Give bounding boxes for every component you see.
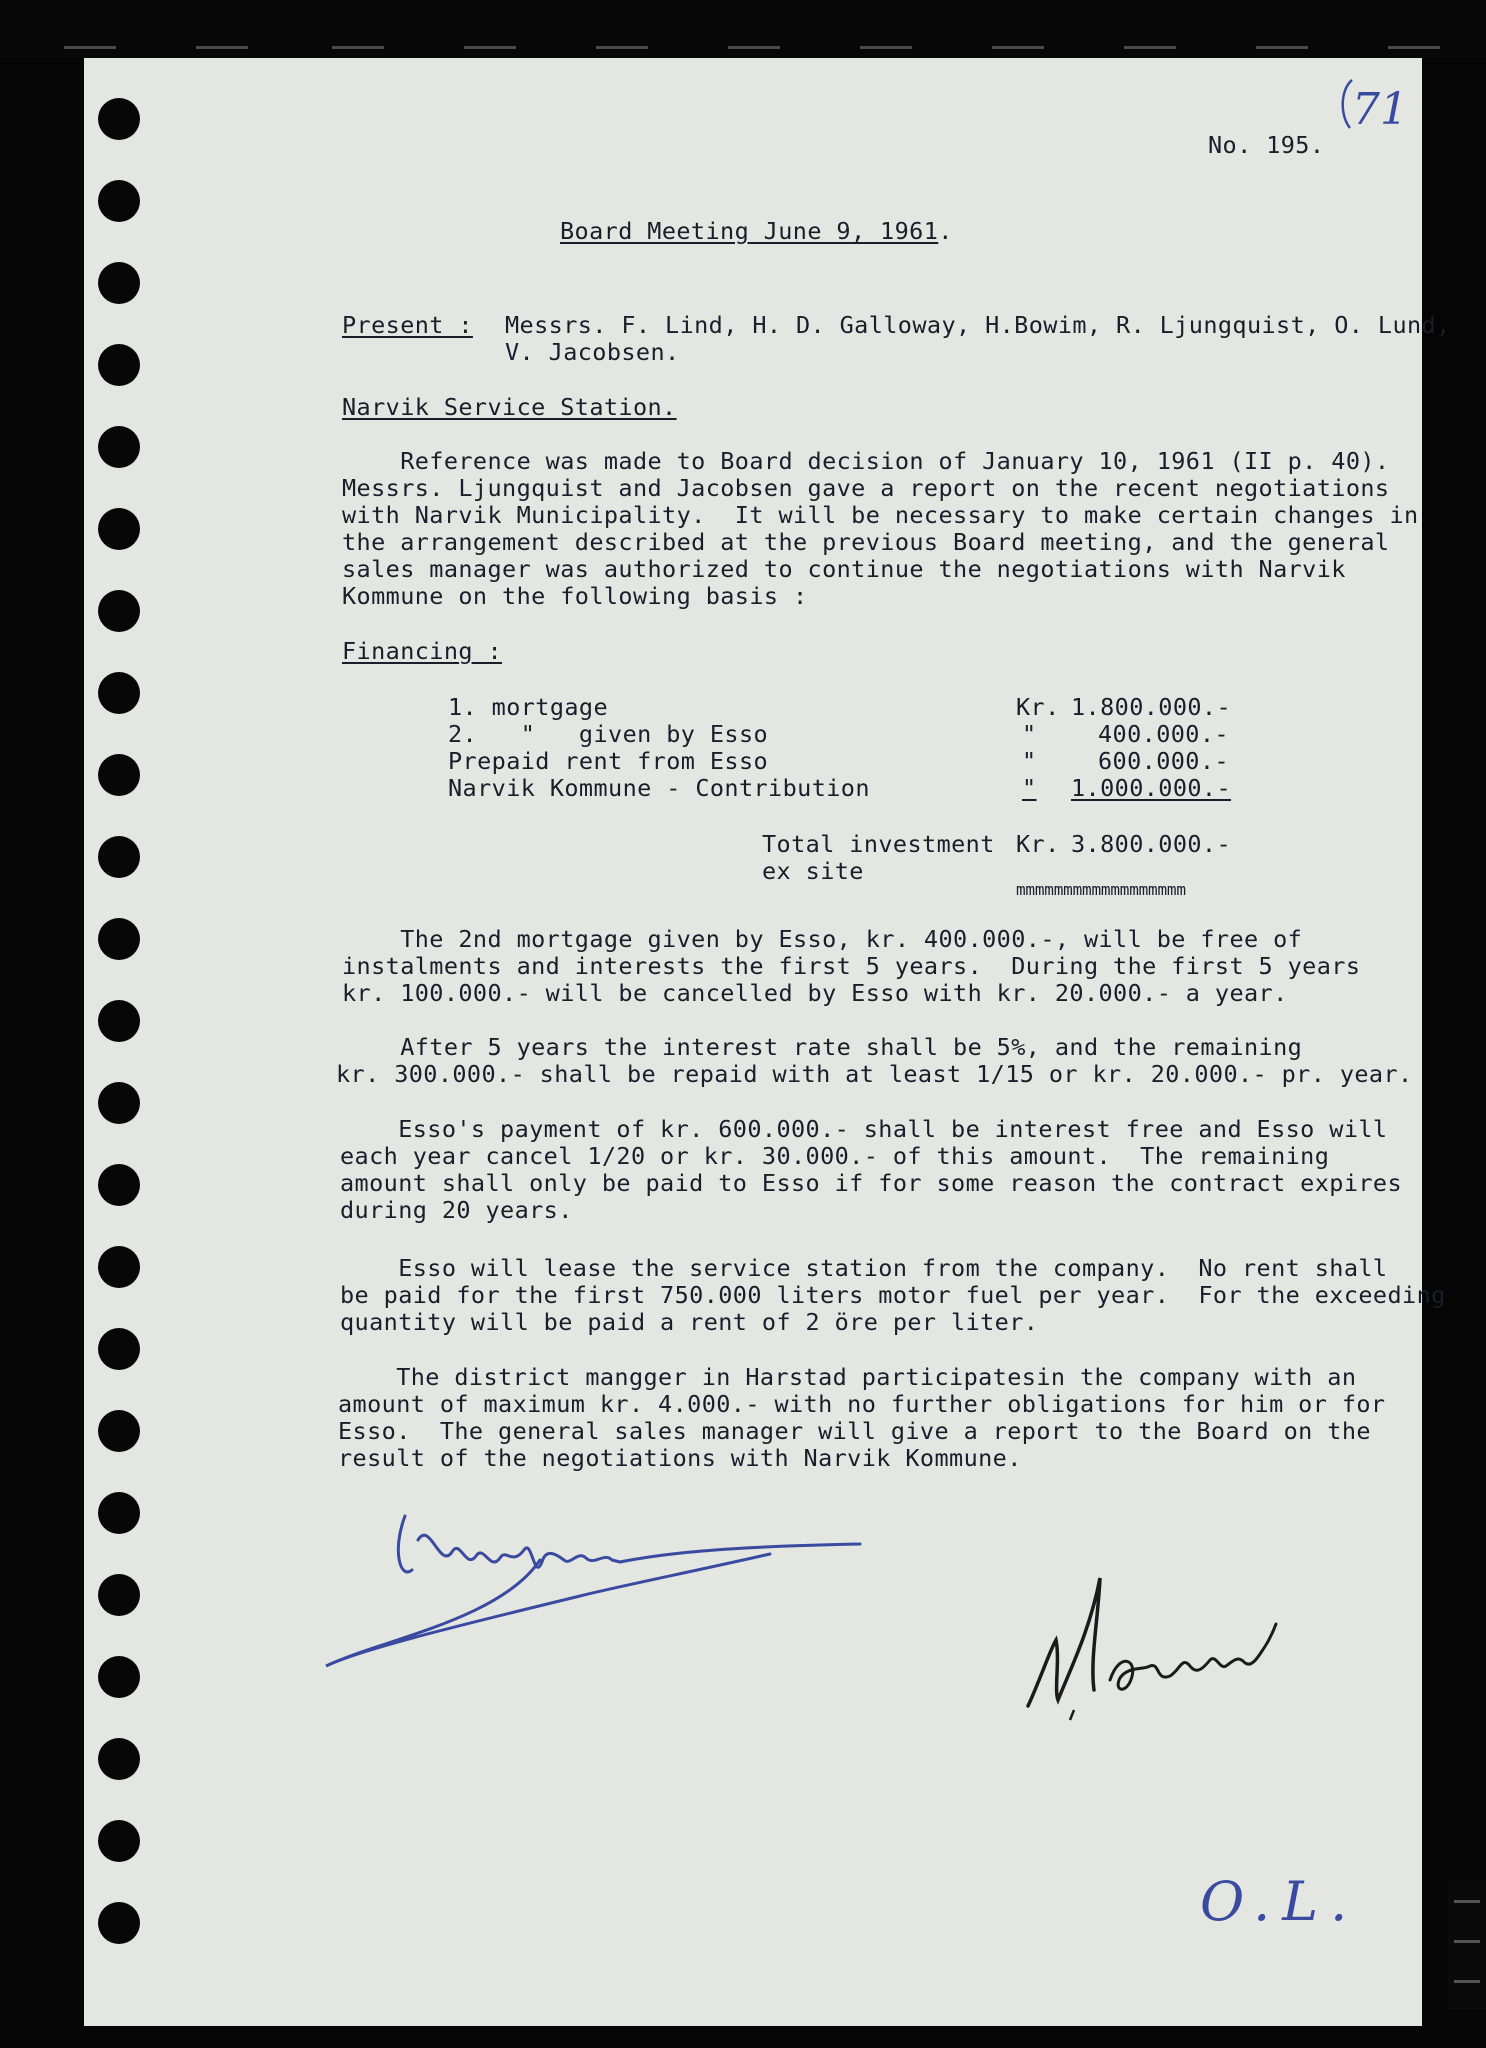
binder-hole	[98, 1000, 140, 1042]
paragraph-line: amount of maximum kr. 4.000.- with no further obligations for him or for	[338, 1390, 1386, 1418]
strip-mark	[64, 46, 116, 49]
binder-hole	[98, 1574, 140, 1616]
paragraph-line: Esso. The general sales manager will give a report to the Board on the	[338, 1417, 1371, 1445]
total-currency: Kr.	[1016, 830, 1060, 858]
paragraph-line: during 20 years.	[340, 1196, 573, 1224]
binder-hole	[98, 1410, 140, 1452]
binder-hole	[98, 1738, 140, 1780]
total-double-rule: mmmmmmmmmmmmmmmmmm	[1016, 880, 1186, 899]
strip-mark	[464, 46, 516, 49]
binder-hole	[98, 1656, 140, 1698]
present-line-1: Messrs. F. Lind, H. D. Galloway, H.Bowim, R. Ljungquist, O. Lund,	[505, 311, 1451, 339]
binder-hole	[98, 590, 140, 632]
paragraph-line: quantity will be paid a rent of 2 öre per liter.	[340, 1308, 1039, 1336]
binder-hole	[98, 1246, 140, 1288]
financing-heading: Financing :	[342, 637, 503, 665]
signature-ljungquist	[320, 1500, 880, 1690]
financing-row-label: 1. mortgage	[448, 693, 609, 721]
strip-mark	[860, 46, 912, 49]
page-title-text: Board Meeting June 9, 1961	[560, 217, 939, 245]
strip-mark	[992, 46, 1044, 49]
paragraph-line: Esso's payment of kr. 600.000.- shall be interest free and Esso will	[340, 1115, 1388, 1143]
paragraph-line: kr. 300.000.- shall be repaid with at least 1/15 or kr. 20.000.- pr. year.	[336, 1060, 1413, 1088]
paragraph-line: instalments and interests the first 5 years. During the first 5 years	[342, 952, 1361, 980]
financing-row-amount: 1.800.000.-	[1071, 693, 1232, 721]
paragraph-line: Reference was made to Board decision of January 10, 1961 (II p. 40).	[342, 447, 1390, 475]
binder-hole	[98, 672, 140, 714]
total-label-line-2: ex site	[762, 857, 864, 885]
handwritten-initials: O.L.	[1200, 1870, 1360, 1933]
signature-bowim	[1020, 1570, 1340, 1720]
page-number-circle	[1334, 76, 1404, 136]
present-label: Present :	[342, 311, 473, 339]
total-amount: 3.800.000.-	[1071, 830, 1232, 858]
strip-mark	[1124, 46, 1176, 49]
section-heading: Narvik Service Station.	[342, 393, 677, 421]
paragraph-line: After 5 years the interest rate shall be 5%, and the remaining	[342, 1033, 1303, 1061]
financing-row-currency: "	[1022, 774, 1037, 802]
strip-mark	[728, 46, 780, 49]
binder-hole	[98, 1820, 140, 1862]
binder-hole	[98, 262, 140, 304]
binder-hole	[98, 508, 140, 550]
page-title-period: .	[938, 217, 953, 245]
paragraph-line: with Narvik Municipality. It will be necessary to make certain changes in	[342, 501, 1419, 529]
strip-mark	[1388, 46, 1440, 49]
binder-hole	[98, 344, 140, 386]
financing-row-currency: "	[1022, 747, 1037, 775]
paragraph-line: Messrs. Ljungquist and Jacobsen gave a report on the recent negotiations	[342, 474, 1390, 502]
paragraph-line: result of the negotiations with Narvik Kommune.	[338, 1444, 1022, 1472]
binder-hole	[98, 426, 140, 468]
strip-mark	[1256, 46, 1308, 49]
paragraph-line: the arrangement described at the previous Board meeting, and the general	[342, 528, 1390, 556]
binder-hole	[98, 180, 140, 222]
binder-hole	[98, 1492, 140, 1534]
strip-mark	[596, 46, 648, 49]
strip-mark	[196, 46, 248, 49]
paragraph-line: amount shall only be paid to Esso if for some reason the contract expires	[340, 1169, 1403, 1197]
binder-hole	[98, 1328, 140, 1370]
binder-hole	[98, 1082, 140, 1124]
paragraph-line: each year cancel 1/20 or kr. 30.000.- of this amount. The remaining	[340, 1142, 1330, 1170]
strip-mark	[332, 46, 384, 49]
financing-row-label: 2. " given by Esso	[448, 720, 769, 748]
financing-row-currency: Kr.	[1016, 693, 1060, 721]
financing-row-amount: 400.000.-	[1098, 720, 1229, 748]
binder-hole	[98, 1902, 140, 1944]
paragraph-line: The district mangger in Harstad participatesin the company with an	[338, 1363, 1357, 1391]
binder-hole	[98, 836, 140, 878]
financing-row-currency: "	[1022, 720, 1037, 748]
financing-row-amount: 1.000.000.-	[1071, 774, 1232, 802]
document-number: No. 195.	[1208, 131, 1325, 159]
paragraph-line: Kommune on the following basis :	[342, 582, 808, 610]
handwritten-page-number: 71	[1352, 84, 1408, 135]
paragraph-line: kr. 100.000.- will be cancelled by Esso with kr. 20.000.- a year.	[342, 979, 1288, 1007]
binder-hole	[98, 98, 140, 140]
present-line-2: V. Jacobsen.	[505, 338, 680, 366]
film-edge-mark	[1448, 1880, 1486, 2010]
paragraph-line: sales manager was authorized to continue the negotiations with Narvik	[342, 555, 1346, 583]
total-label-line-1: Total investment	[762, 830, 995, 858]
page-title	[560, 218, 953, 245]
binder-hole	[98, 754, 140, 796]
paragraph-line: The 2nd mortgage given by Esso, kr. 400.000.-, will be free of	[342, 925, 1303, 953]
financing-row-label: Narvik Kommune - Contribution	[448, 774, 870, 802]
financing-row-label: Prepaid rent from Esso	[448, 747, 769, 775]
financing-row-amount: 600.000.-	[1098, 747, 1229, 775]
binder-hole	[98, 1164, 140, 1206]
binder-hole	[98, 918, 140, 960]
paragraph-line: be paid for the first 750.000 liters motor fuel per year. For the exceeding	[340, 1281, 1446, 1309]
film-top-strip	[0, 0, 1486, 58]
paragraph-line: Esso will lease the service station from the company. No rent shall	[340, 1254, 1388, 1282]
